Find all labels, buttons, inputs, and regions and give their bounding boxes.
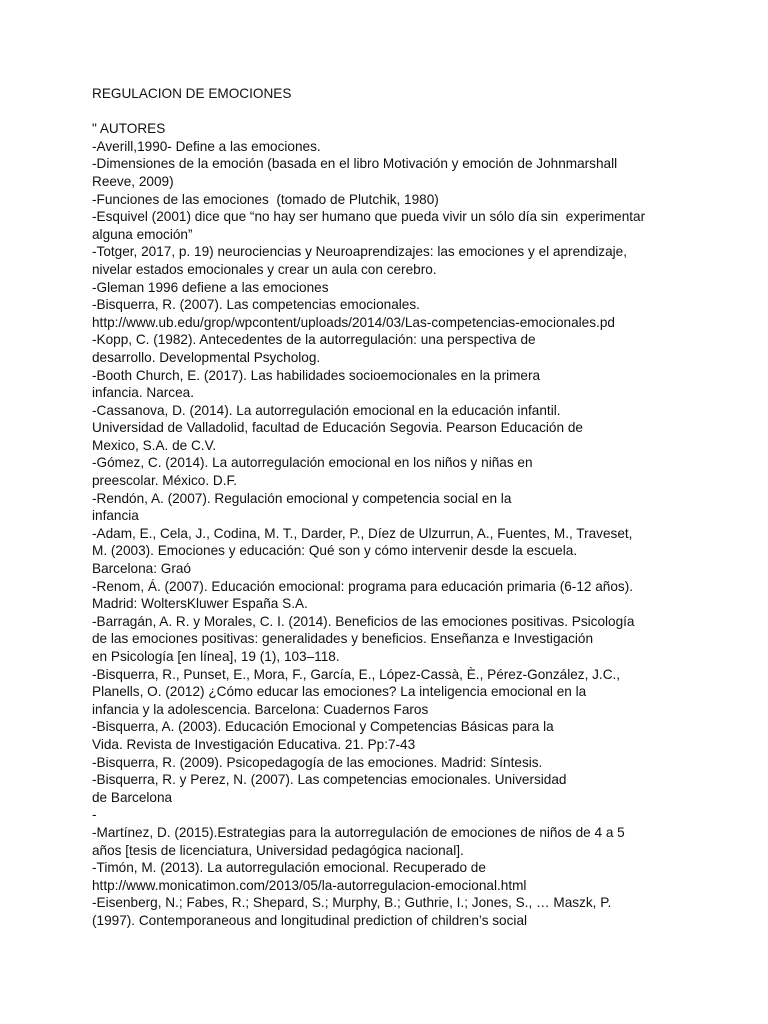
document-line: -Rendón, A. (2007). Regulación emocional y competencia social en la [92, 490, 512, 506]
document-line: -Martínez, D. (2015).Estrategias para la autorregulación de emociones de niños de 4 a 5 [92, 824, 625, 840]
document-body [92, 120, 692, 929]
document-line: http://www.ub.edu/grop/wpcontent/uploads/2014/03/Las-competencias-emocionales.pd [92, 314, 615, 330]
document-line: http://www.monicatimon.com/2013/05/la-autorregulacion-emocional.html [92, 877, 527, 893]
document-line: Reeve, 2009) [92, 173, 174, 189]
document-line: -Adam, E., Cela, J., Codina, M. T., Darder, P., Díez de Ulzurrun, A., Fuentes, M., Traveset, [92, 525, 633, 541]
document-line: -Kopp, C. (1982). Antecedentes de la autorregulación: una perspectiva de [92, 332, 536, 348]
document-line: infancia. Narcea. [92, 385, 195, 401]
document-line: -Bisquerra, R., Punset, E., Mora, F., García, E., López-Cassà, È., Pérez-González, J.C., [92, 666, 621, 682]
document-line: -Gleman 1996 defiene a las emociones [92, 279, 329, 295]
document-line: -Booth Church, E. (2017). Las habilidades socioemocionales en la primera [92, 367, 541, 383]
document-line: -Funciones de las emociones (tomado de Plutchik, 1980) [92, 191, 439, 207]
document-line: -Dimensiones de la emoción (basada en el libro Motivación y emoción de Johnmarshall [92, 156, 618, 172]
document-line: (1997). Contemporaneous and longitudinal prediction of children’s social [92, 912, 528, 928]
document-line: -Timón, M. (2013). La autorregulación emocional. Recuperado de [92, 860, 486, 876]
document-line: -Bisquerra, R. y Perez, N. (2007). Las competencias emocionales. Universidad [92, 772, 567, 788]
document-line: - [92, 807, 97, 823]
document-line: -Renom, Á. (2007). Educación emocional: programa para educación primaria (6-12 años). [92, 578, 634, 594]
document-line: Barcelona: Graó [92, 561, 191, 577]
document-line: años [tesis de licenciatura, Universidad pedagógica nacional]. [92, 842, 464, 858]
document-line: Universidad de Valladolid, facultad de Educación Segovia. Pearson Educación de [92, 420, 583, 436]
document-line: -Barragán, A. R. y Morales, C. I. (2014). Beneficios de las emociones positivas. Psicología [92, 613, 635, 629]
document-line: -Bisquerra, R. (2007). Las competencias emocionales. [92, 297, 420, 313]
document-line: Mexico, S.A. de C.V. [92, 437, 217, 453]
document-line: infancia [92, 508, 139, 524]
document-line: M. (2003). Emociones y educación: Qué son y cómo intervenir desde la escuela. [92, 543, 578, 559]
document-line: Planells, O. (2012) ¿Cómo educar las emociones? La inteligencia emocional en la [92, 684, 587, 700]
document-line: -Averill,1990- Define a las emociones. [92, 138, 321, 154]
document-content [92, 85, 692, 930]
document-line: Vida. Revista de Investigación Educativa. 21. Pp:7-43 [92, 736, 416, 752]
document-title: REGULACION DE EMOCIONES [92, 86, 292, 101]
document-line: nivelar estados emocionales y crear un aula con cerebro. [92, 261, 437, 277]
document-line: -Esquivel (2001) dice que “no hay ser humano que pueda vivir un sólo día sin experimentar [92, 209, 646, 225]
document-line: Madrid: WoltersKluwer España S.A. [92, 596, 308, 612]
document-line: desarrollo. Developmental Psycholog. [92, 349, 321, 365]
document-line: -Bisquerra, R. (2009). Psicopedagogía de las emociones. Madrid: Síntesis. [92, 754, 543, 770]
document-line: -Totger, 2017, p. 19) neurociencias y Neuroaprendizajes: las emociones y el aprendizaje, [92, 244, 627, 260]
document-line: -Eisenberg, N.; Fabes, R.; Shepard, S.; Murphy, B.; Guthrie, I.; Jones, S., … Maszk, P. [92, 895, 612, 911]
document-line: preescolar. México. D.F. [92, 473, 238, 489]
document-line: -Gómez, C. (2014). La autorregulación emocional en los niños y niñas en [92, 455, 533, 471]
document-line: -Cassanova, D. (2014). La autorregulación emocional en la educación infantil. [92, 402, 561, 418]
document-line: -Bisquerra, A. (2003). Educación Emocional y Competencias Básicas para la [92, 719, 554, 735]
document-line: " AUTORES [92, 121, 166, 137]
document-line: de las emociones positivas: generalidades y beneficios. Enseñanza e Investigación [92, 631, 594, 647]
document-line: alguna emoción” [92, 226, 193, 242]
document-line: infancia y la adolescencia. Barcelona: Cuadernos Faros [92, 701, 429, 717]
document-line: en Psicología [en línea], 19 (1), 103–118. [92, 649, 340, 664]
document-line: de Barcelona [92, 789, 173, 805]
